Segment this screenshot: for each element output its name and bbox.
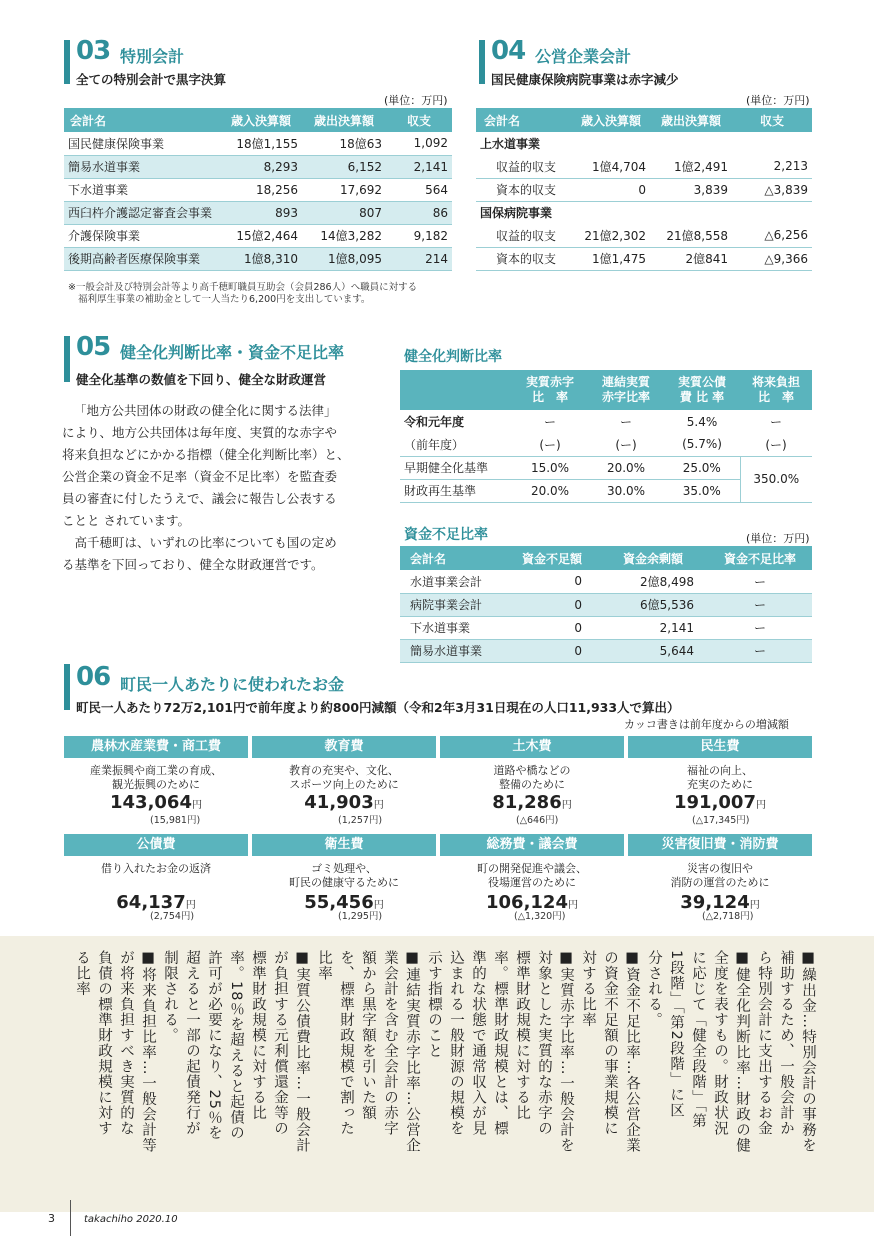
table-row	[476, 224, 812, 247]
cell: 35.0%	[664, 479, 740, 502]
amount-value: 55,456	[304, 892, 374, 913]
glossary-line: ■実質赤字比率…一般会計を	[558, 950, 574, 1153]
card-general-affairs	[440, 834, 624, 924]
group-label: 国保病院事業	[480, 206, 553, 221]
section-06-subtitle: 町民一人あたり72万2,101円で前年度より約800円減額（令和2年3月31日現在の人口11,933人で算出）	[76, 700, 680, 715]
col-header: 歳入決算額	[220, 108, 302, 132]
note-line: 福利厚生事業の補助金として一人当たり6,200円を支出しています。	[78, 294, 371, 305]
card-amount	[628, 792, 812, 813]
amount-value: 39,124	[680, 892, 750, 913]
glossary-line: 額から黒字額を引いた額	[360, 950, 376, 1121]
header-line: 連結実質	[601, 375, 650, 389]
col-header: 会計名	[476, 108, 572, 132]
cell: 後期高齢者医療保険事業	[64, 247, 220, 270]
cell: 15億2,464	[220, 224, 302, 247]
glossary-line: 業会計を含む全会計の赤字	[382, 950, 398, 1136]
section-05-subtitle: 健全化基準の数値を下回り、健全な財政運営	[76, 372, 327, 387]
table-row	[476, 178, 812, 201]
cell: 0	[506, 593, 598, 616]
glossary-line: 許可が必要になり、25％を	[206, 950, 222, 1141]
body-line: 「地方公共団体の財政の健全化に関する法律」	[74, 403, 337, 418]
card-desc: 教育の充実や、文化、	[289, 764, 399, 777]
body-line: 将来負担などにかかる指標（健全化判断比率）と、	[62, 447, 350, 462]
col-header: 歳出決算額	[650, 108, 732, 132]
card-change: (△646円)	[516, 815, 559, 826]
cell: 9,182	[386, 224, 452, 247]
cell: 20.0%	[512, 479, 588, 502]
card-desc	[64, 876, 248, 890]
cell: 214	[386, 247, 452, 270]
glossary-line: 示す指標のこと	[426, 950, 442, 1059]
cell: 介護保険事業	[64, 224, 220, 247]
amount-value: 143,064	[110, 792, 192, 813]
card-head: 農林水産業費・商工費	[64, 736, 248, 758]
glossary-line: 比率	[316, 950, 332, 981]
col-header: 収支	[732, 108, 812, 132]
header-line: 実質公債	[677, 375, 726, 389]
cell: 早期健全化基準	[400, 456, 512, 479]
glossary-columns	[72, 950, 818, 1200]
col-header	[740, 370, 812, 410]
card-desc: 災害の復旧や	[687, 862, 753, 875]
card-head: 教育費	[252, 736, 436, 758]
card-head: 土木費	[440, 736, 624, 758]
note-line: ※一般会計及び特別会計等より高千穂町職員互助会（会員286人）へ職員に対する	[68, 282, 418, 293]
special-accounts-table	[64, 108, 452, 271]
section-05-title: 健全化判断比率・資金不足比率	[120, 343, 345, 362]
group-row	[476, 201, 812, 224]
page-number: 3	[48, 1212, 55, 1225]
card-change: (2,754円)	[150, 911, 195, 922]
table-row	[476, 247, 812, 270]
amount-value: 41,903	[304, 792, 374, 813]
body-line: により、地方公共団体は毎年度、実質的な赤字や	[62, 425, 338, 440]
cell: 2,141	[598, 616, 708, 639]
cell: 下水道事業	[64, 178, 220, 201]
cell: ー	[708, 639, 812, 662]
cell: 2,141	[386, 155, 452, 178]
corner-header	[400, 370, 512, 410]
card-head: 公債費	[64, 834, 248, 856]
col-header	[512, 370, 588, 410]
cell: 2億8,498	[598, 570, 708, 593]
yen-unit: 円	[191, 800, 202, 811]
glossary-line: に応じて「健全段階」「第	[690, 950, 706, 1129]
section-04-subtitle: 国民健康保険病院事業は赤字減少	[491, 72, 679, 87]
cell: 25.0%	[664, 456, 740, 479]
glossary-line: 対象とした実質的な赤字の	[536, 950, 552, 1136]
cell: 18億1,155	[220, 132, 302, 155]
header-line: 実質赤字	[525, 375, 574, 389]
card-amount	[252, 792, 436, 813]
cell: 収益的収支	[476, 224, 572, 247]
glossary-line: 1段階」「第2段階」に区	[668, 950, 684, 1119]
card-desc: 整備のために	[499, 778, 565, 791]
cell: 財政再生基準	[400, 479, 512, 502]
glossary-line: 準的な状態で通常収入が見	[470, 950, 486, 1136]
cell: 6億5,536	[598, 593, 708, 616]
glossary-line: ■将来負担比率…一般会計等	[140, 950, 156, 1153]
glossary-line: ■繰出金…特別会計の事務を	[800, 950, 816, 1153]
cell: ー	[708, 570, 812, 593]
cell: 350.0%	[740, 456, 812, 502]
card-change: (1,295円)	[338, 911, 383, 922]
cell: 18,256	[220, 178, 302, 201]
cell: 令和元年度	[404, 415, 465, 429]
cell: 8,293	[220, 155, 302, 178]
section-05-bar	[64, 336, 70, 382]
table-row	[400, 433, 812, 456]
magazine-issue: takachiho 2020.10	[84, 1214, 178, 1225]
col-header	[664, 370, 740, 410]
card-change: (1,257円)	[338, 815, 383, 826]
cell: 1億8,310	[220, 247, 302, 270]
card-education	[252, 736, 436, 828]
yen-unit: 円	[567, 900, 578, 911]
amount-value: 106,124	[486, 892, 568, 913]
yen-unit: 円	[373, 800, 384, 811]
card-amount	[64, 792, 248, 813]
cell: 資本的収支	[476, 247, 572, 270]
card-change: (15,981円)	[150, 815, 201, 826]
glossary-line: 対する比率	[580, 950, 596, 1028]
col-header: 会計名	[64, 108, 220, 132]
col-header: 資金不足比率	[708, 546, 812, 570]
cell: 簡易水道事業	[400, 639, 506, 662]
glossary-line: 制限される。	[162, 950, 178, 1043]
card-head: 災害復旧費・消防費	[628, 834, 812, 856]
glossary-line: ■資金不足比率…各公営企業	[624, 950, 640, 1153]
card-desc: 町の開発促進や議会、	[477, 862, 587, 875]
section-04-title: 公営企業会計	[535, 47, 632, 66]
glossary-line: 率。18％を超えると起債の	[228, 950, 244, 1141]
card-desc: 産業振興や商工業の育成、	[90, 764, 222, 777]
cell: 資本的収支	[476, 178, 572, 201]
card-civil-engineering	[440, 736, 624, 828]
card-disaster-fire	[628, 834, 812, 924]
cell: (ー)	[512, 433, 588, 456]
table-row	[400, 639, 812, 662]
group-label: 上水道事業	[480, 137, 541, 151]
col-header: 資金余剰額	[598, 546, 708, 570]
cell: 86	[386, 201, 452, 224]
yen-unit: 円	[561, 800, 572, 811]
col-header: 資金不足額	[506, 546, 598, 570]
glossary-line: を、標準財政規模で割った	[338, 950, 354, 1136]
table-row	[64, 178, 452, 201]
cell: 0	[572, 178, 650, 201]
header-line: 費 比 率	[679, 390, 725, 404]
cell: 2,213	[732, 155, 812, 178]
glossary-line: が負担する元利償還金等の	[272, 950, 288, 1136]
yen-unit: 円	[185, 900, 196, 911]
body-line: 員の審査に付したうえで、議会に報告し公表する	[62, 491, 337, 506]
glossary-line: 標準財政規模に対する比	[250, 950, 266, 1121]
section-03-note	[68, 282, 458, 306]
col-header: 会計名	[400, 546, 506, 570]
section-06-title: 町民一人あたりに使われたお金	[120, 675, 345, 694]
soundness-ratio-table	[400, 370, 812, 503]
cell: 1,092	[386, 132, 452, 155]
cell: 20.0%	[588, 456, 664, 479]
cell: 0	[506, 570, 598, 593]
cell: 簡易水道事業	[64, 155, 220, 178]
body-line: る基準を下回っており、健全な財政運営です。	[62, 557, 324, 572]
cell: 21億8,558	[650, 224, 732, 247]
card-change: (△17,345円)	[692, 815, 750, 826]
cell: (ー)	[740, 433, 812, 456]
glossary-box	[0, 936, 874, 1212]
card-sanitation	[252, 834, 436, 924]
table-row	[400, 570, 812, 593]
section-04-number: 04	[491, 36, 526, 66]
section-04-bar	[479, 40, 485, 84]
cell: △6,256	[732, 224, 812, 247]
cell: 国民健康保険事業	[64, 132, 220, 155]
fund-shortage-table	[400, 546, 812, 663]
card-desc: 福祉の向上、	[687, 764, 753, 777]
glossary-line: 込まれる一般財源の規模を	[448, 950, 464, 1136]
cell: ー	[543, 415, 556, 429]
cell: (5.7%)	[664, 433, 740, 456]
cell: 2億841	[650, 247, 732, 270]
glossary-line: 率。標準財政規模とは、標	[492, 950, 508, 1136]
section-03-number: 03	[76, 36, 111, 66]
table-row	[400, 410, 812, 433]
cell: 18億63	[302, 132, 386, 155]
cell: 15.0%	[512, 456, 588, 479]
cell: （前年度）	[400, 433, 512, 456]
col-header: 収支	[386, 108, 452, 132]
cell: 6,152	[302, 155, 386, 178]
col-header: 歳出決算額	[302, 108, 386, 132]
header-line: 将来負担	[751, 375, 800, 389]
glossary-line: 負債の標準財政規模に対す	[96, 950, 112, 1136]
table-row	[476, 155, 812, 178]
section-06-number: 06	[76, 662, 111, 692]
fund-shortage-heading: 資金不足比率	[404, 527, 488, 543]
body-line: ことと されています。	[62, 513, 190, 528]
yen-unit: 円	[749, 900, 760, 911]
cell: 17,692	[302, 178, 386, 201]
cell: 1億1,475	[572, 247, 650, 270]
card-desc: ゴミ処理や、	[311, 862, 377, 875]
card-change: (△1,320円)	[514, 911, 566, 922]
amount-value: 81,286	[492, 792, 562, 813]
cell: 5,644	[598, 639, 708, 662]
glossary-line: ■健全化判断比率…財政の健	[734, 950, 750, 1153]
cell: 21億2,302	[572, 224, 650, 247]
cell: ー	[769, 415, 782, 429]
card-agriculture	[64, 736, 248, 828]
card-desc: 町民の健康守るために	[289, 876, 399, 889]
amount-value: 64,137	[116, 892, 186, 913]
col-header	[588, 370, 664, 410]
section-03-subtitle: 全ての特別会計で黒字決算	[76, 72, 227, 87]
card-amount	[440, 792, 624, 813]
section-06-bar	[64, 664, 70, 710]
cell: 西臼杵介護認定審査会事業	[64, 201, 220, 224]
glossary-line: 補助するため、一般会計か	[778, 950, 794, 1136]
section-04-unit: (単位：万円)	[746, 94, 810, 107]
table-row	[64, 132, 452, 155]
cell: 1億4,704	[572, 155, 650, 178]
col-header: 歳入決算額	[572, 108, 650, 132]
section-03-unit: (単位：万円)	[384, 94, 448, 107]
glossary-line: ら特別会計に支出するお金	[756, 950, 772, 1136]
cell: 807	[302, 201, 386, 224]
card-desc: 道路や橋などの	[493, 764, 571, 777]
cell: △9,366	[732, 247, 812, 270]
glossary-line: が将来負担すべき実質的な	[118, 950, 134, 1136]
section-06-note: カッコ書きは前年度からの増減額	[624, 718, 789, 731]
cell: 収益的収支	[476, 155, 572, 178]
glossary-line: 分される。	[646, 950, 662, 1028]
glossary-line: る比率	[74, 950, 90, 997]
cell: △3,839	[732, 178, 812, 201]
table-row	[64, 155, 452, 178]
card-desc: スポーツ向上のために	[289, 778, 399, 791]
header-line: 比 率	[757, 390, 794, 404]
card-desc: 役場運営のために	[488, 876, 576, 889]
cell: 3,839	[650, 178, 732, 201]
section-03-bar	[64, 40, 70, 84]
cell: 30.0%	[588, 479, 664, 502]
section-05-body	[62, 400, 380, 576]
card-desc: 借り入れたお金の返済	[101, 862, 211, 875]
card-debt-service	[64, 834, 248, 924]
body-line: 公営企業の資金不足率（資金不足比率）を監査委	[62, 469, 338, 484]
card-head: 民生費	[628, 736, 812, 758]
group-row	[476, 132, 812, 155]
glossary-line: 標準財政規模に対する比	[514, 950, 530, 1121]
card-welfare	[628, 736, 812, 828]
glossary-line: 全度を表すもの。財政状況	[712, 950, 728, 1136]
glossary-line: ■実質公債費比率…一般会計	[294, 950, 310, 1153]
cell: 5.4%	[686, 414, 718, 429]
cell: 893	[220, 201, 302, 224]
card-desc: 観光振興のために	[112, 778, 200, 791]
cell: 0	[506, 616, 598, 639]
amount-value: 191,007	[674, 792, 756, 813]
yen-unit: 円	[373, 900, 384, 911]
card-head: 総務費・議会費	[440, 834, 624, 856]
glossary-line: ■連結実質赤字比率…公営企	[404, 950, 420, 1153]
cell: ー	[619, 415, 632, 429]
cell: 1億8,095	[302, 247, 386, 270]
cell: 564	[386, 178, 452, 201]
cell: 14億3,282	[302, 224, 386, 247]
table-row	[64, 224, 452, 247]
glossary-line: の資金不足額の事業規模に	[602, 950, 618, 1136]
card-desc: 消防の運営のために	[670, 876, 770, 889]
cell: 0	[506, 639, 598, 662]
soundness-ratio-heading: 健全化判断比率	[404, 349, 502, 365]
table-row	[64, 201, 452, 224]
section-03-title: 特別会計	[120, 47, 185, 66]
section-05-number: 05	[76, 332, 111, 362]
table-row	[400, 616, 812, 639]
cell: 水道事業会計	[400, 570, 506, 593]
header-line: 赤字比率	[601, 390, 650, 404]
cell: ー	[708, 593, 812, 616]
glossary-line: 超えると一部の起債発行が	[184, 950, 200, 1136]
card-head: 衛生費	[252, 834, 436, 856]
cell: 下水道事業	[400, 616, 506, 639]
header-line: 比 率	[531, 390, 568, 404]
card-change: (△2,718円)	[702, 911, 754, 922]
cell: 1億2,491	[650, 155, 732, 178]
cell: ー	[708, 616, 812, 639]
table-row	[400, 456, 812, 479]
footer-divider	[70, 1200, 71, 1236]
body-line: 高千穂町は、いずれの比率についても国の定め	[62, 535, 337, 550]
cell: 病院事業会計	[400, 593, 506, 616]
card-desc: 充実のために	[687, 778, 753, 791]
table-row	[400, 593, 812, 616]
public-enterprise-table	[476, 108, 812, 271]
fund-shortage-unit: (単位：万円)	[746, 532, 810, 545]
table-row	[64, 247, 452, 270]
cell: (ー)	[588, 433, 664, 456]
yen-unit: 円	[755, 800, 766, 811]
